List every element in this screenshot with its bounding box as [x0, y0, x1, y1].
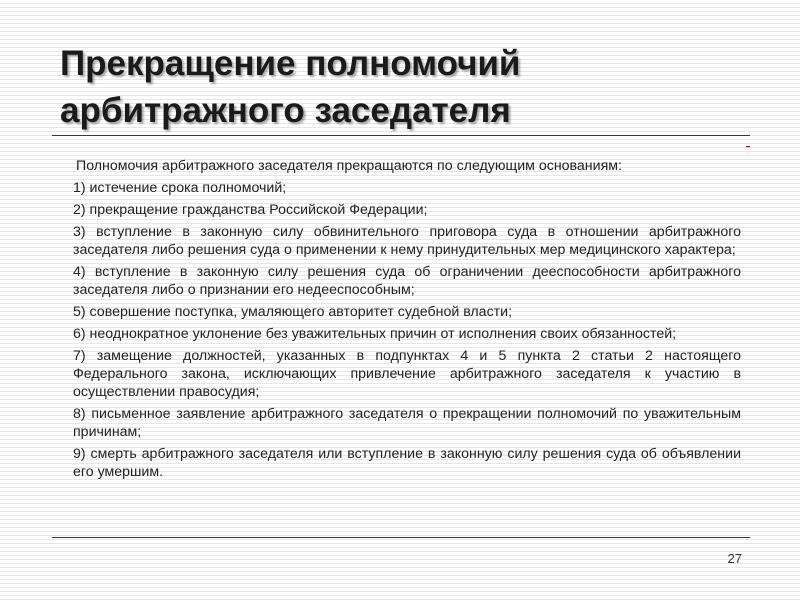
list-item-7: 7) замещение должностей, указанных в подпунктах 4 и 5 пункта 2 статьи 2 настоящего Федерального закона, исключающих привлечение арбитражного заседателя к участию в осуществлении правосудия; [73, 348, 741, 400]
footer-divider [52, 537, 750, 538]
list-item-1: 1) истечение срока полномочий; [73, 180, 287, 196]
page-number: 27 [727, 551, 742, 566]
list-item-2: 2) прекращение гражданства Российской Федерации; [73, 202, 428, 218]
list-item-5: 5) совершение поступка, умаляющего авторитет судебной власти; [73, 304, 513, 320]
list-item-8: 8) письменное заявление арбитражного заседателя о прекращении полномочий по уважительным причинам; [73, 406, 741, 440]
slide-title [60, 40, 760, 134]
intro-text: Полномочия арбитражного заседателя прекращаются по следующим основаниям: [76, 158, 622, 174]
list-item-3: 3) вступление в законную силу обвинительного приговора суда в отношении арбитражного заседателя либо решения суда о применении к нему принудительных мер медицинского характера; [73, 224, 741, 258]
list-item-6: 6) неоднократное уклонение без уважительных причин от исполнения своих обязанностей; [73, 326, 677, 342]
list-item-9: 9) смерть арбитражного заседателя или вступление в законную силу решения суда об объявлении его умершим. [73, 446, 741, 480]
slide-title-line-1: Прекращение полномочий [60, 44, 521, 83]
slide-body [73, 157, 741, 485]
title-divider-mark [746, 146, 750, 147]
list-item-4: 4) вступление в законную силу решения суда об ограничении дееспособности арбитражного заседателя либо о признании его недееспособным; [73, 264, 741, 298]
title-divider [52, 135, 750, 136]
slide-title-line-2: арбитражного заседателя [60, 91, 511, 130]
